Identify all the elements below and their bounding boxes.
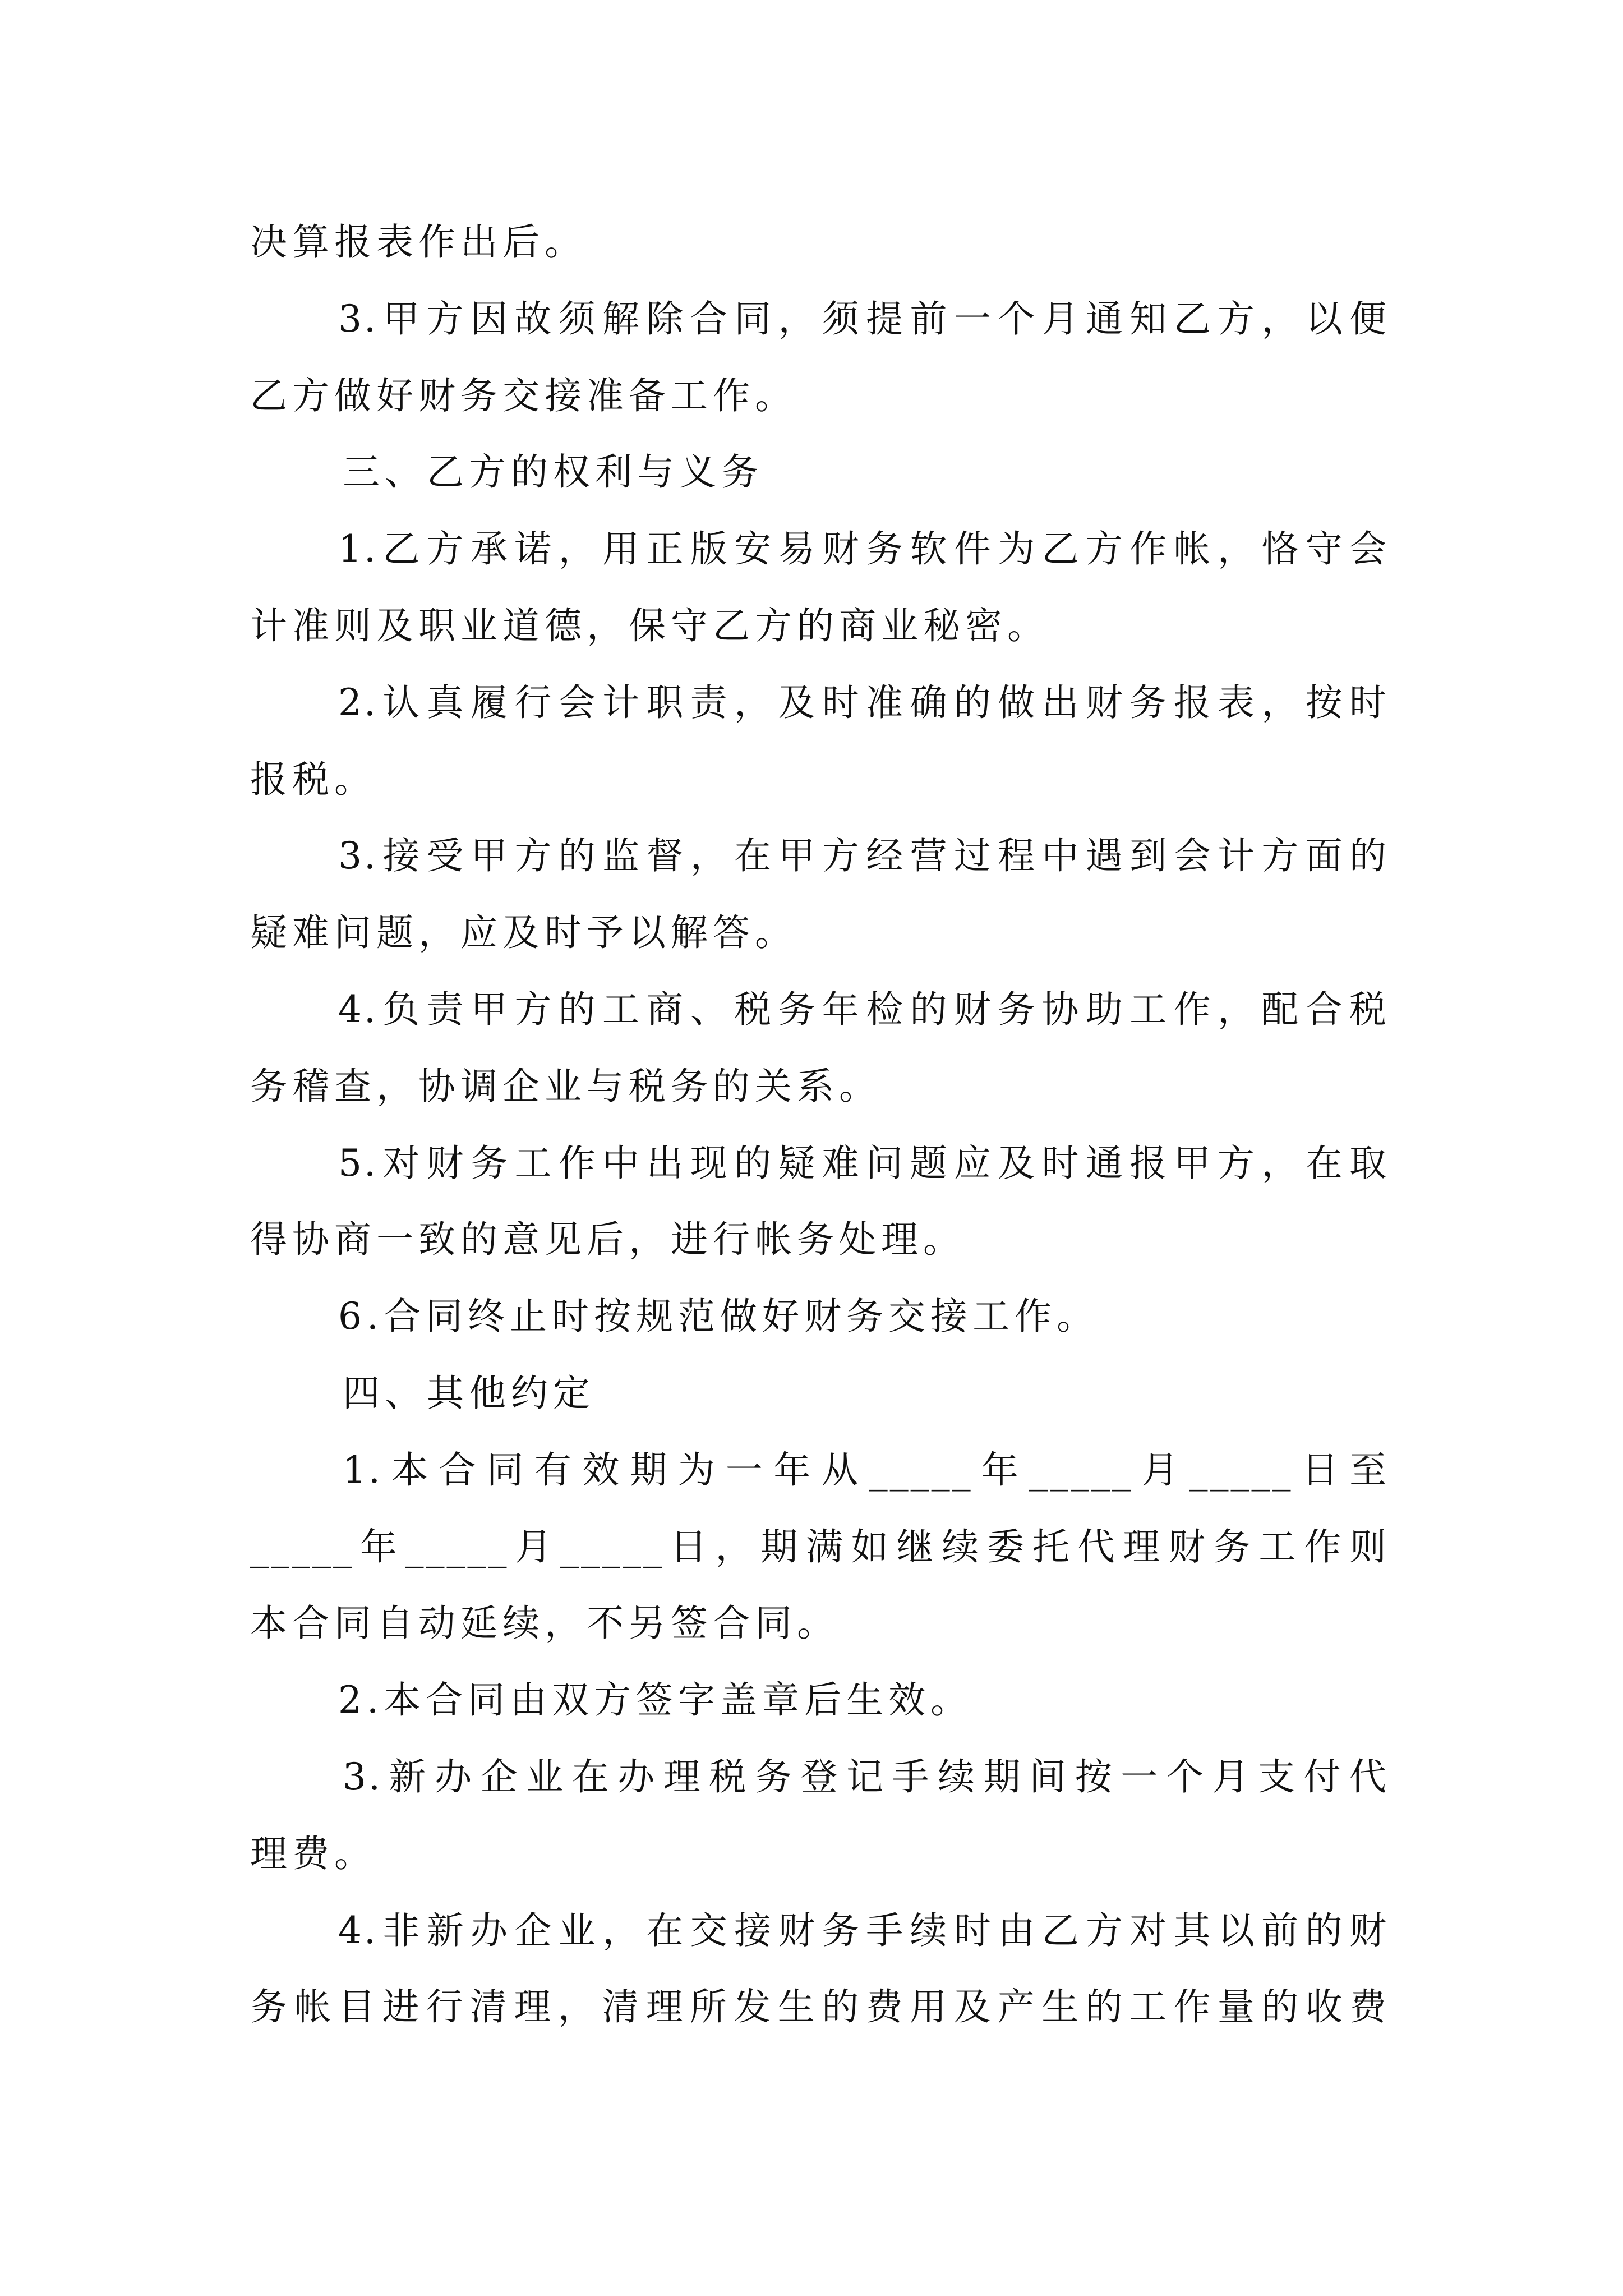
paragraph — [250, 818, 1389, 972]
paragraph-line: 3.新办企业在办理税务登记手续期间按一个月支付代 — [343, 1755, 1389, 1798]
paragraph-line: 1.本合同有效期为一年从_____年_____月_____日至 — [343, 1448, 1389, 1492]
paragraph — [250, 1893, 1389, 2046]
paragraph-line: 决算报表作出后。 — [250, 220, 587, 264]
paragraph-line: 1.乙方承诺，用正版安易财务软件为乙方作帐，恪守会 — [338, 527, 1389, 571]
paragraph — [250, 281, 1389, 435]
paragraph-line: 务帐目进行清理，清理所发生的费用及产生的工作量的收费 — [250, 1985, 1389, 2029]
paragraph — [250, 972, 1389, 1125]
paragraph — [250, 204, 1389, 281]
paragraph-line: 疑难问题，应及时予以解答。 — [250, 911, 797, 955]
paragraph — [250, 1432, 1389, 1662]
section-heading — [250, 434, 1389, 511]
paragraph-line: 6.合同终止时按规范做好财务交接工作。 — [338, 1295, 1099, 1338]
document-page — [250, 204, 1389, 2046]
paragraph — [250, 511, 1389, 665]
paragraph-line: 4.负责甲方的工商、税务年检的财务协助工作，配合税 — [338, 987, 1389, 1031]
paragraph — [250, 1739, 1389, 1893]
paragraph-line: _____年_____月_____日，期满如继续委托代理财务工作则 — [250, 1525, 1389, 1568]
paragraph-line: 得协商一致的意见后，进行帐务处理。 — [250, 1218, 965, 1262]
paragraph-line: 3.接受甲方的监督，在甲方经营过程中遇到会计方面的 — [338, 834, 1389, 878]
section-heading-text: 三、乙方的权利与义务 — [343, 450, 763, 494]
paragraph-line: 务稽查，协调企业与税务的关系。 — [250, 1064, 881, 1108]
paragraph-line: 理费。 — [250, 1832, 376, 1875]
paragraph — [250, 1278, 1389, 1355]
paragraph-line: 本合同自动延续，不另签合同。 — [250, 1602, 839, 1645]
paragraph-line: 计准则及职业道德，保守乙方的商业秘密。 — [250, 604, 1049, 647]
paragraph-line: 3.甲方因故须解除合同，须提前一个月通知乙方，以便 — [338, 297, 1389, 341]
paragraph-line: 2.认真履行会计职责，及时准确的做出财务报表，按时 — [338, 680, 1389, 724]
section-heading-text: 四、其他约定 — [343, 1371, 595, 1415]
paragraph — [250, 1662, 1389, 1739]
section-heading — [250, 1355, 1389, 1432]
paragraph — [250, 1125, 1389, 1279]
paragraph-line: 5.对财务工作中出现的疑难问题应及时通报甲方，在取 — [338, 1141, 1389, 1185]
paragraph-line: 4.非新办企业，在交接财务手续时由乙方对其以前的财 — [338, 1908, 1389, 1952]
paragraph-line: 2.本合同由双方签字盖章后生效。 — [338, 1678, 972, 1722]
paragraph — [250, 665, 1389, 818]
paragraph-line: 乙方做好财务交接准备工作。 — [250, 374, 797, 417]
paragraph-line: 报税。 — [250, 757, 376, 801]
